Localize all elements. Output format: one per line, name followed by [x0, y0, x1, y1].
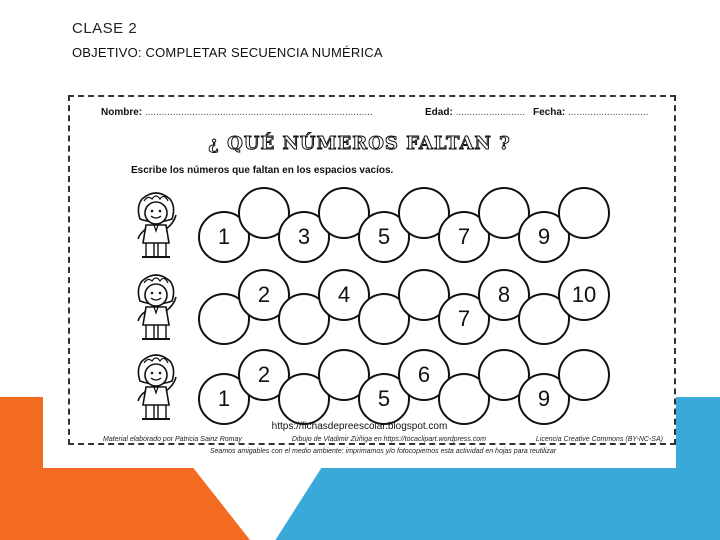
date-label: Fecha:	[533, 107, 566, 118]
number-circle: 3	[278, 211, 330, 263]
date-blank: .............................	[568, 107, 649, 118]
number-circle: 1	[198, 211, 250, 263]
number-circle: 10	[558, 269, 610, 321]
number-circle: 2	[238, 269, 290, 321]
worksheet-image	[43, 83, 676, 468]
sequence-row	[43, 269, 676, 349]
number-circle: 8	[478, 269, 530, 321]
credit-material: Material elaborado por Patricia Sainz Romay	[103, 436, 242, 443]
number-circle: 9	[518, 373, 570, 425]
sequence-row	[43, 349, 676, 429]
eco-line	[103, 448, 663, 455]
empty-number-circle	[558, 187, 610, 239]
number-circle: 7	[438, 293, 490, 345]
name-field	[101, 107, 373, 118]
age-blank: .........................	[455, 107, 526, 118]
child-drawing-icon	[128, 349, 184, 429]
worksheet-title: ¿ QUÉ NÚMEROS FALTAN ?	[208, 133, 511, 154]
empty-number-circle	[558, 349, 610, 401]
number-circle: 5	[358, 373, 410, 425]
number-circle: 9	[518, 211, 570, 263]
worksheet-instructions: Escribe los números que faltan en los espacios vacíos.	[131, 165, 394, 176]
age-label: Edad:	[425, 107, 453, 118]
credit-license: Licencia Creative Commons (BY-NC-SA)	[535, 436, 663, 443]
name-blank: ..................................................................................	[144, 107, 373, 118]
number-circle: 7	[438, 211, 490, 263]
credit-eco: Seamos amigables con el medio ambiente: imprimamos y/o fotocopiemos esta actividad en hojas para reutilizar	[209, 448, 557, 455]
sequence-row	[43, 187, 676, 267]
number-circle: 2	[238, 349, 290, 401]
number-circle: 5	[358, 211, 410, 263]
website-url: https://fichasdepreescolar.blogspot.com	[271, 421, 448, 432]
name-label: Nombre:	[101, 107, 143, 118]
child-drawing-icon	[128, 269, 184, 349]
slide-title: CLASE 2	[72, 20, 138, 37]
number-circle: 1	[198, 373, 250, 425]
age-field	[425, 107, 525, 118]
date-field	[533, 107, 649, 118]
child-drawing-icon	[128, 187, 184, 267]
number-circle: 6	[398, 349, 450, 401]
credit-drawing: Dibujo de Vladimir Zúñiga en https://tocaclipart.wordpress.com	[291, 436, 486, 443]
credits-line	[103, 436, 663, 443]
number-circle: 4	[318, 269, 370, 321]
slide-subtitle: OBJETIVO: COMPLETAR SECUENCIA NUMÉRICA	[72, 45, 383, 60]
